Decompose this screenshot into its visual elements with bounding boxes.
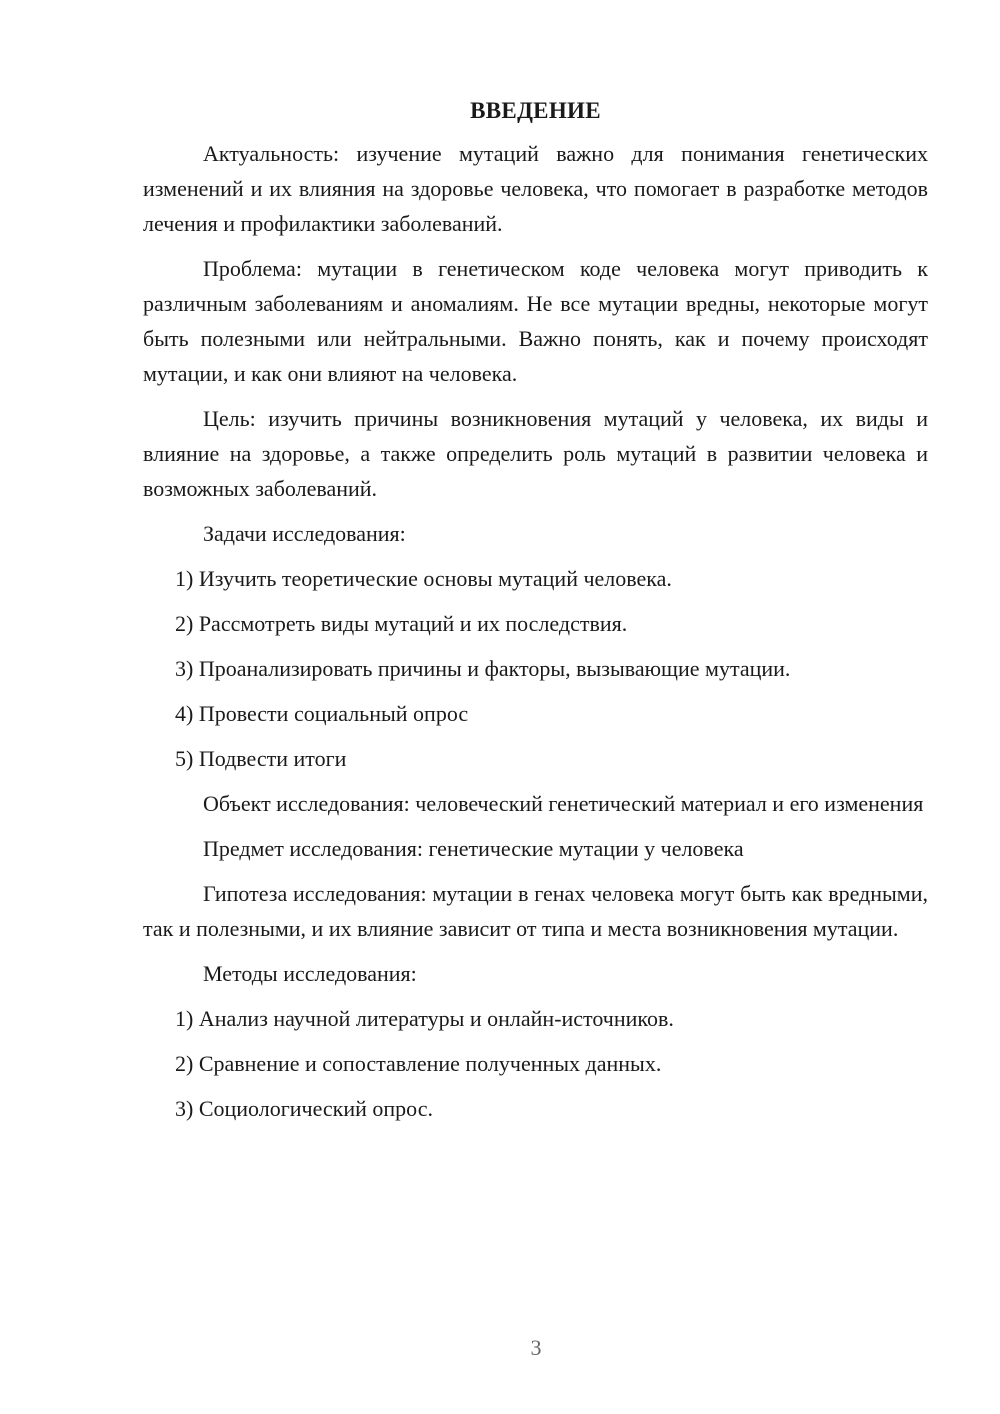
object-paragraph: Объект исследования: человеческий генетический материал и его изменения xyxy=(203,791,924,816)
goal-paragraph: Цель: изучить причины возникновения мутаций у человека, их виды и влияние на здоровье, а также определить роль мутаций в развитии человека и возможных заболеваний. xyxy=(143,406,928,501)
task-item-2: 2) Рассмотреть виды мутаций и их последствия. xyxy=(175,611,628,636)
task-item-4: 4) Провести социальный опрос xyxy=(175,701,469,726)
page-number: 3 xyxy=(530,1335,542,1360)
document-page xyxy=(143,96,928,1136)
methods-heading: Методы исследования: xyxy=(203,961,417,986)
subject-paragraph: Предмет исследования: генетические мутации у человека xyxy=(203,836,744,861)
method-item-3: 3) Социологический опрос. xyxy=(175,1096,433,1121)
problem-paragraph: Проблема: мутации в генетическом коде человека могут приводить к различным заболеваниям и аномалиям. Не все мутации вредны, некоторые могут быть полезными или нейтральными. Важно понять, как и почему происходят мутации, и как они влияют на человека. xyxy=(143,256,928,386)
task-item-5: 5) Подвести итоги xyxy=(175,746,347,771)
tasks-heading: Задачи исследования: xyxy=(203,521,406,546)
page-title: ВВЕДЕНИЕ xyxy=(470,98,601,123)
task-item-1: 1) Изучить теоретические основы мутаций человека. xyxy=(175,566,672,591)
method-item-1: 1) Анализ научной литературы и онлайн-источников. xyxy=(175,1006,674,1031)
hypothesis-paragraph: Гипотеза исследования: мутации в генах человека могут быть как вредными, так и полезными, и их влияние зависит от типа и места возникновения мутации. xyxy=(143,881,928,941)
relevance-paragraph: Актуальность: изучение мутаций важно для понимания генетических изменений и их влияния на здоровье человека, что помогает в разработке методов лечения и профилактики заболеваний. xyxy=(143,141,928,236)
method-item-2: 2) Сравнение и сопоставление полученных данных. xyxy=(175,1051,662,1076)
task-item-3: 3) Проанализировать причины и факторы, вызывающие мутации. xyxy=(175,656,791,681)
